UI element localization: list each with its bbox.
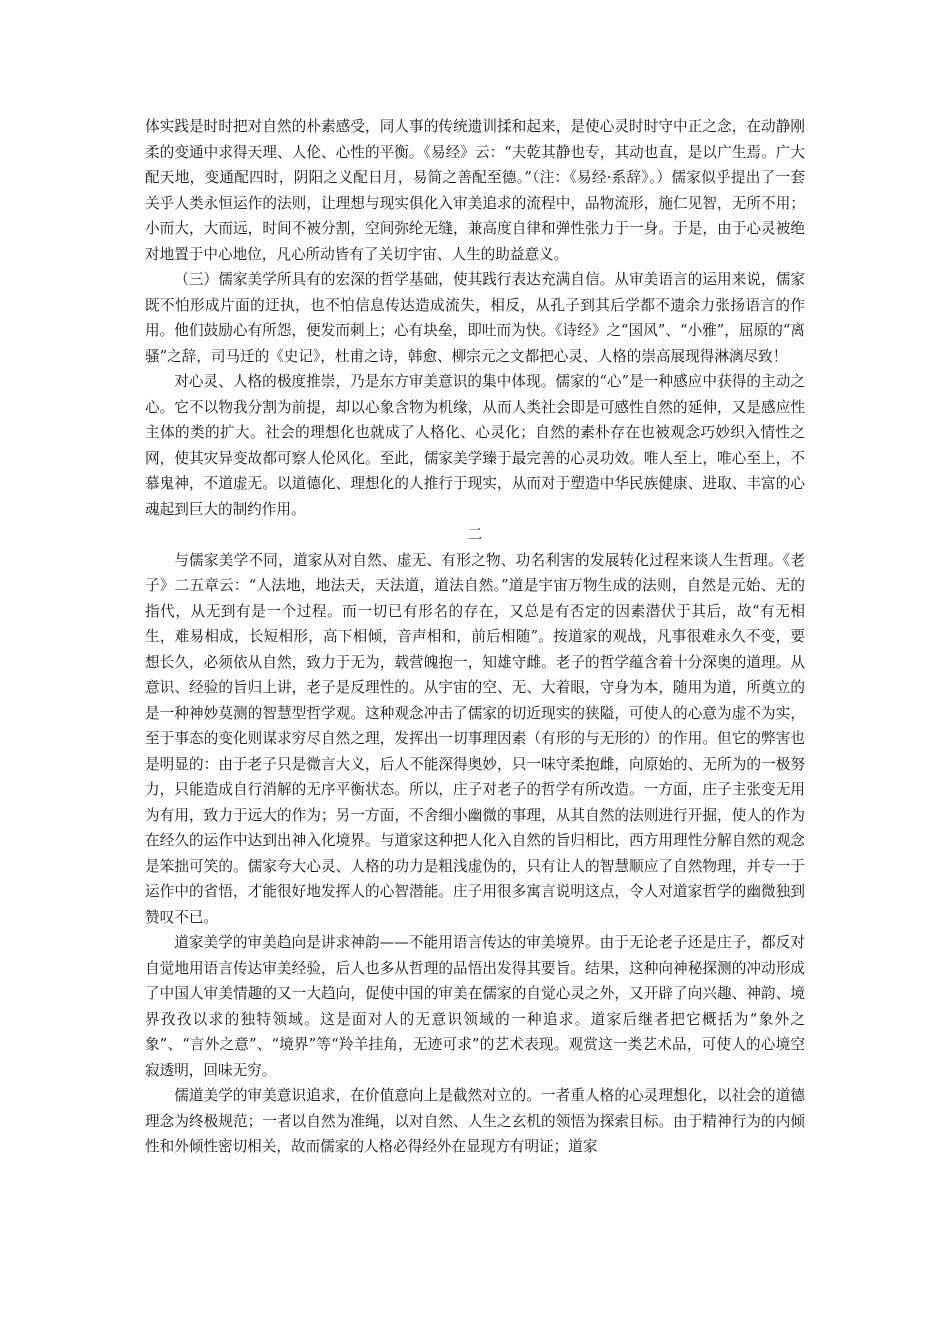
- section-heading: 二: [467, 526, 483, 543]
- document-page: [145, 114, 805, 1160]
- paragraph-section-three: （三）儒家美学所具有的宏深的哲学基础，使其践行表达充满自信。从审美语言的运用来说，儒家既不怕形成片面的迂执，也不怕信息传达造成流失，相反，从孔子到其后学都不遗余力张扬语言的作用。他们鼓励心有所怨，便发而刺上；心有块垒，即吐而为快。《诗经》之“国风”、“小雅”，屈原的“离骚”之辞，司马迁的《史记》，杜甫之诗，韩愈、柳宗元之文都把心灵、人格的崇高展现得淋漓尽致！: [145, 271, 805, 365]
- paragraph-daoist-aesthetics: 道家美学的审美趋向是讲求神韵——不能用语言传达的审美境界。由于无论老子还是庄子，都反对自觉地用语言传达审美经验，后人也多从哲理的品悟出发得其要旨。结果，这种向神秘探测的冲动形成了中国人审美情趣的又一大趋向，促使中国的审美在儒家的自觉心灵之外，又开辟了向兴趣、神韵、境界孜孜以求的独特领域。这是面对人的无意识领域的一种追求。道家后继者把它概括为“象外之象”、“言外之意”、“境界”等“羚羊挂角，无迹可求”的艺术表现。观赏这一类艺术品，可使人的心境空寂透明，回味无穷。: [145, 934, 805, 1079]
- paragraph-confucian-daoist-contrast: 儒道美学的审美意识追求，在价值意向上是截然对立的。一者重人格的心灵理想化，以社会的道德理念为终极规范；一者以自然为准绳，以对自然、人生之玄机的领悟为探索目标。由于精神行为的内倾性和外倾性密切相关，故而儒家的人格必得经外在显现方有明证；道家: [145, 1087, 805, 1155]
- paragraph-continuation: 体实践是时时把对自然的朴素感受，同人事的传统遗训揉和起来，是使心灵时时守中正之念，在动静刚柔的变通中求得天理、人伦、心性的平衡。《易经》云：“夫乾其静也专，其动也直，是以广生焉。广大配天地，变通配四时，阴阳之义配日月，易简之善配至德。”（注：《易经·系辞》。）儒家似乎提出了一套关乎人类永恒运作的法则，让理想与现实俱化入审美追求的流程中，品物流形，施仁见智，无所不用；小而大，大而远，时间不被分割，空间弥纶无缝，兼高度自律和弹性张力于一身。于是，由于心灵被绝对地置于中心地位，凡心所动皆有了关切宇宙、人生的助益意义。: [145, 118, 805, 263]
- paragraph-daoist-philosophy: 与儒家美学不同，道家从对自然、虚无、有形之物、功名利害的发展转化过程来谈人生哲理。《老子》二五章云：“人法地，地法天，天法道，道法自然。”道是宇宙万物生成的法则，自然是元始、无的指代，从无到有是一个过程。而一切已有形名的存在，又总是有否定的因素潜伏于其后，故“有无相生，难易相成，长短相形，高下相倾，音声相和，前后相随”。按道家的观战，凡事很难永久不变，要想长久，必须依从自然，致力于无为，载营魄抱一，知雄守雌。老子的哲学蕴含着十分深奥的道理。从意识、经验的旨归上讲，老子是反理性的。从宇宙的空、无、大着眼，守身为本，随用为道，所奠立的是一种神妙莫测的智慧型哲学观。这种观念冲击了儒家的切近现实的狭隘，可使人的心意为虚不为实，至于事态的变化则谋求穷尽自然之理，发挥出一切事理因素（有形的与无形的）的作用。但它的弊害也是明显的：由于老子只是微言大义，后人不能深得奥妙，只一味守柔抱雌，向原始的、无所为的一极努力，只能造成自行消解的无序平衡状态。所以，庄子对老子的哲学有所改造。一方面，庄子主张变无用为有用，致力于远大的作为；另一方面，不舍细小幽微的事理，从其自然的法则进行开掘，使人的作为在经久的运作中达到出神入化境界。与道家这种把人化入自然的旨归相比，西方用理性分解自然的观念是笨拙可笑的。儒家夸大心灵、人格的功力是粗浅虚伪的，只有让人的智慧顺应了自然物理，并专一于运作中的省悟，才能很好地发挥人的心智潜能。庄子用很多寓言说明这点，令人对道家哲学的幽微独到赞叹不已。: [145, 551, 805, 926]
- paragraph-heart-personality: 对心灵、人格的极度推崇，乃是东方审美意识的集中体现。儒家的“心”是一种感应中获得的主动之心。它不以物我分割为前提，却以心象含物为机缘，从而人类社会即是可感性自然的延伸，又是感应性主体的类的扩大。社会的理想化也就成了人格化、心灵化；自然的素朴存在也被观念巧妙织入情性之网，使其灾异变故都可察人伦风化。至此，儒家美学臻于最完善的心灵功效。唯人至上，唯心至上，不慕鬼神，不道虚无。以道德化、理想化的人推行于现实，从而对于塑造中华民族健康、进取、丰富的心魂起到巨大的制约作用。: [145, 373, 805, 518]
